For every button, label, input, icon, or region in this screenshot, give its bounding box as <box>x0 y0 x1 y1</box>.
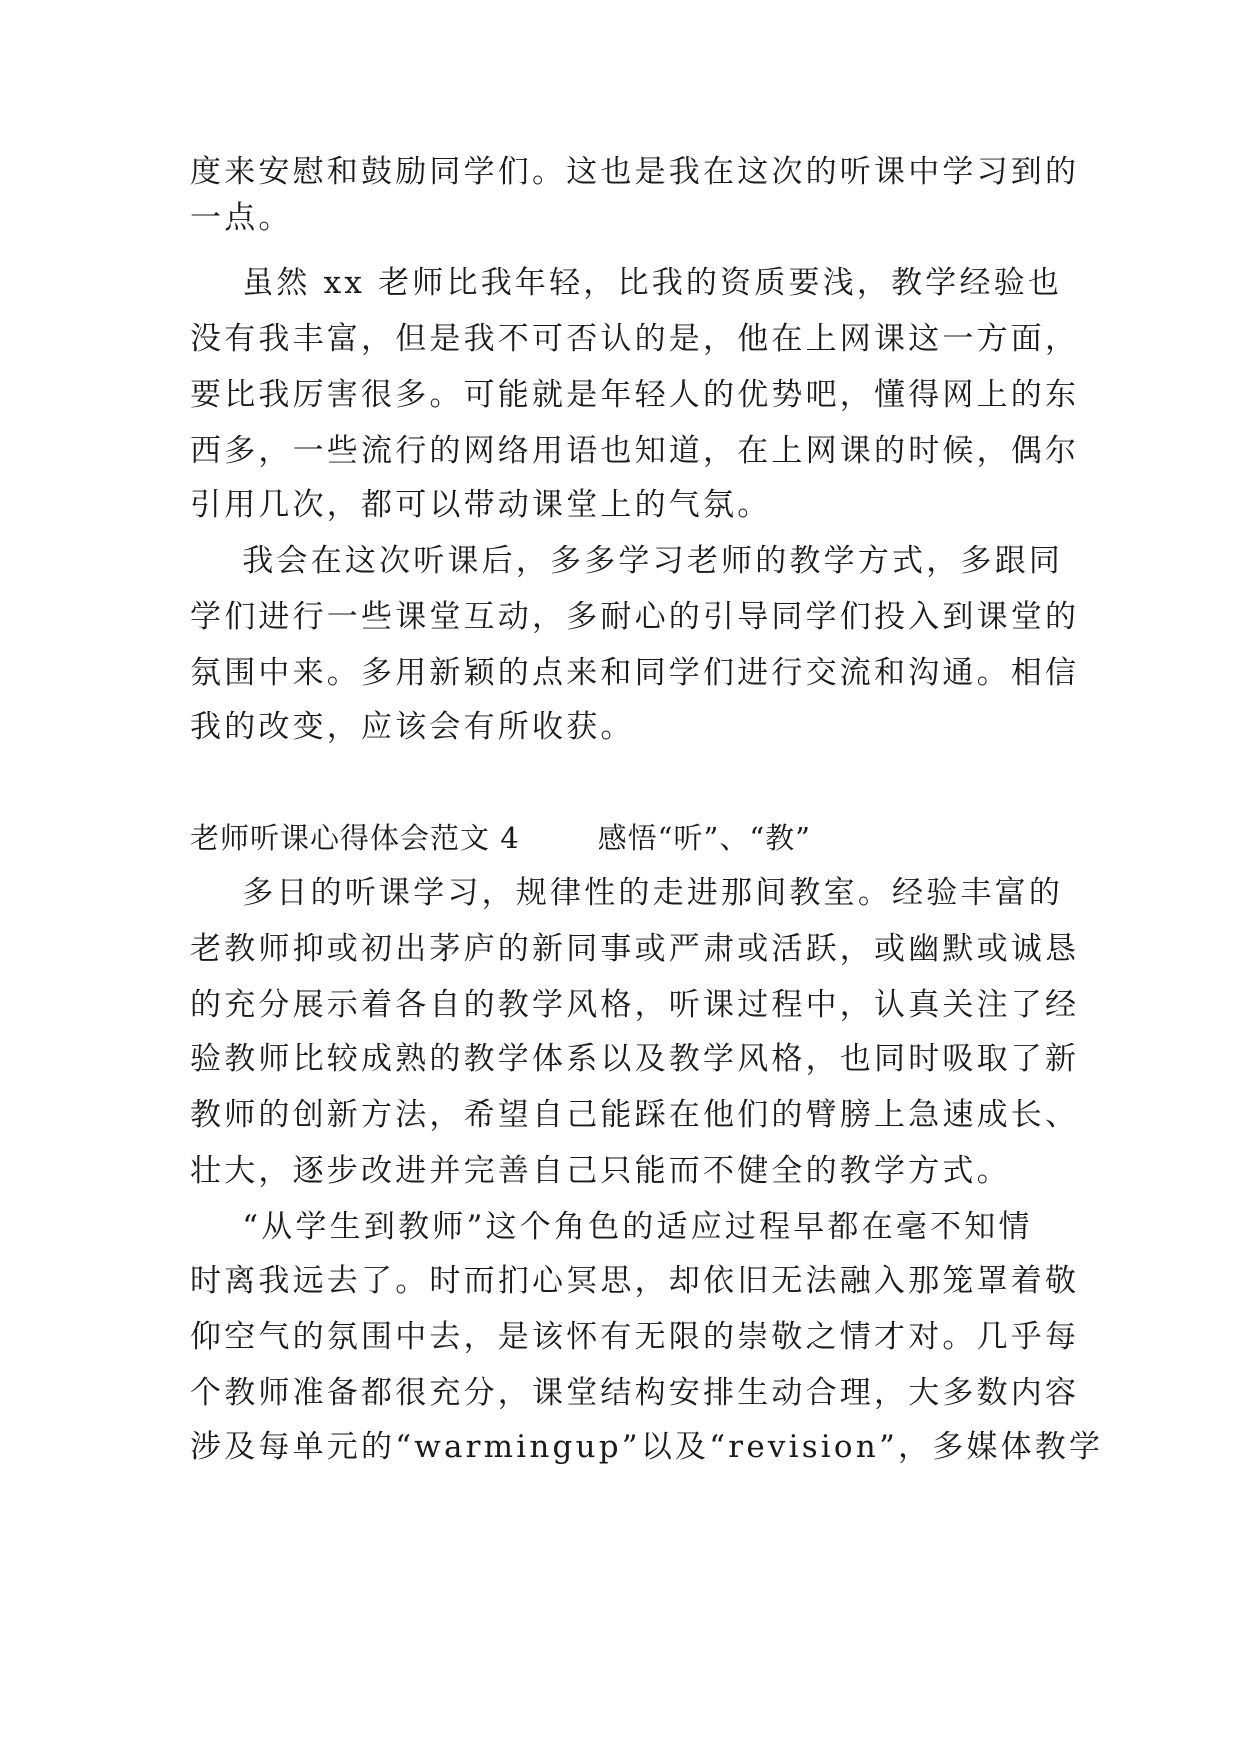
paragraph-line: 个教师准备都很充分，课堂结构安排生动合理，大多数内容 <box>190 1375 1080 1411</box>
paragraph-line: 虽然 xx 老师比我年轻，比我的资质要浅，教学经验也 <box>190 265 1063 301</box>
paragraph-line: 老教师抑或初出茅庐的新同事或严肃或活跃，或幽默或诚恳 <box>190 931 1080 967</box>
paragraph-line: 壮大，逐步改进并完善自己只能而不健全的教学方式。 <box>190 1153 1011 1189</box>
paragraph-line: 要比我厉害很多。可能就是年轻人的优势吧，懂得网上的东 <box>190 377 1080 413</box>
paragraph-line: 西多，一些流行的网络用语也知道，在上网课的时候，偶尔 <box>190 433 1080 469</box>
paragraph-line: 度来安慰和鼓励同学们。这也是我在这次的听课中学习到的 <box>190 154 1080 190</box>
paragraph-line: 我的改变，应该会有所收获。 <box>190 709 635 745</box>
paragraph-line: 涉及每单元的“warmingup”以及“revision”，多媒体教学 <box>190 1429 1104 1465</box>
section-title: 老师听课心得体会范文 4 <box>190 821 520 855</box>
paragraph-line: 我会在这次听课后，多多学习老师的教学方式，多跟同 <box>190 543 1064 579</box>
paragraph-line: 引用几次，都可以带动课堂上的气氛。 <box>190 487 772 523</box>
paragraph-line: “从学生到教师”这个角色的适应过程早都在毫不知情 <box>190 1209 1033 1245</box>
section-subtitle: 感悟“听”、“教” <box>597 821 811 855</box>
section-heading <box>190 818 811 858</box>
paragraph-line: 多日的听课学习，规律性的走进那间教室。经验丰富的 <box>190 875 1064 911</box>
paragraph-line: 仰空气的氛围中去，是该怀有无限的崇敬之情才对。几乎每 <box>190 1319 1080 1355</box>
paragraph-line: 一点。 <box>190 200 293 236</box>
paragraph-line: 教师的创新方法，希望自己能踩在他们的臂膀上急速成长、 <box>190 1097 1080 1133</box>
paragraph-line: 氛围中来。多用新颖的点来和同学们进行交流和沟通。相信 <box>190 655 1080 691</box>
paragraph-line: 时离我远去了。时而扪心冥思，却依旧无法融入那笼罩着敬 <box>190 1263 1080 1299</box>
paragraph-line: 没有我丰富，但是我不可否认的是，他在上网课这一方面， <box>190 321 1080 357</box>
paragraph-line: 验教师比较成熟的教学体系以及教学风格，也同时吸取了新 <box>190 1041 1080 1077</box>
paragraph-line: 的充分展示着各自的教学风格，听课过程中，认真关注了经 <box>190 987 1080 1023</box>
paragraph-line: 学们进行一些课堂互动，多耐心的引导同学们投入到课堂的 <box>190 599 1080 635</box>
